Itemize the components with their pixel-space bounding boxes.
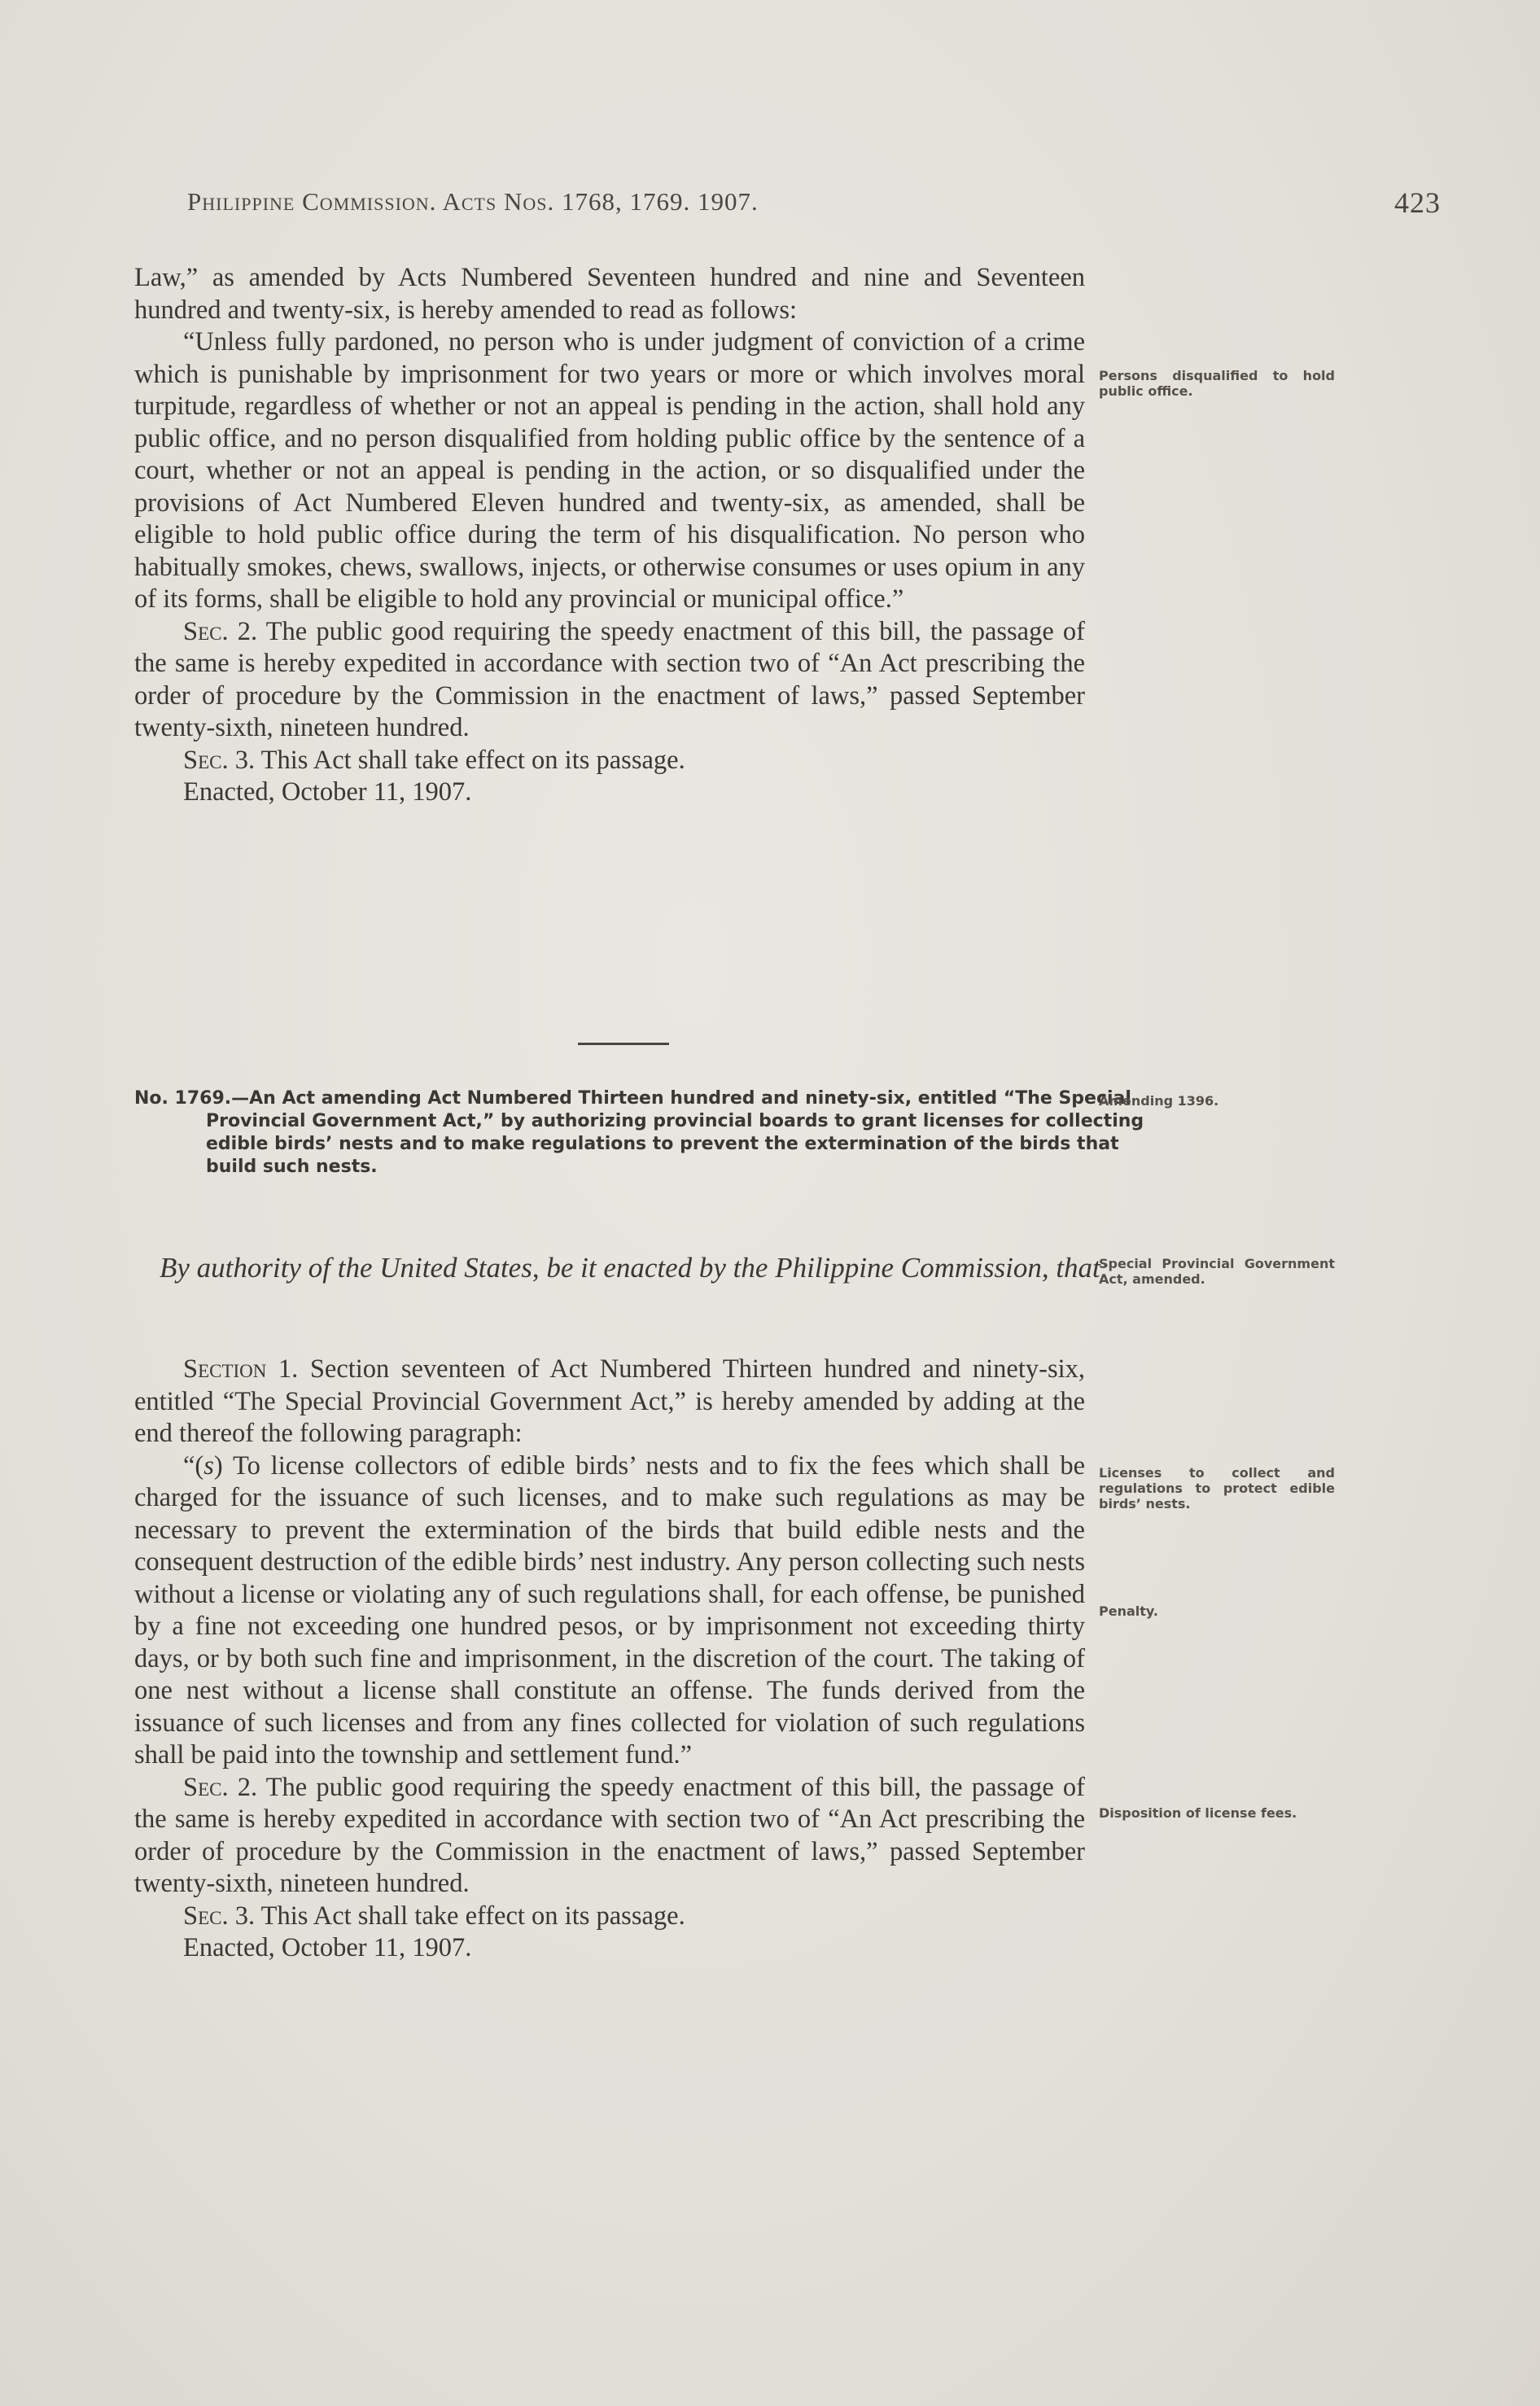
paragraph-text: To license collectors of edible birds’ nests and to fix the fees which shall be charged for the issuance of such licenses, and to make such regulations as may be necessary to prevent the extermination of the birds that build edible nests and the consequent destruction of the edible birds’ nest industry. Any person collecting such nests without a license or violating any of such regulations shall, for each offense, be punished by a fine not exceeding one hundred pesos, or by imprisonment not exceeding thirty days, or by both such fine and imprisonment, in the discretion of the court. The taking of one nest without a license shall constitute an offense. The funds derived from the issuance of such licenses and from any fines collected for violation of such regulations shall be paid into the township and settlement fund.” [134,1450,1085,1770]
section-text: This Act shall take effect on its passage. [260,1901,685,1931]
act-1769-paragraph-s [134,1450,1085,1772]
section-divider [578,1043,669,1045]
act-1768-enacted-date: Enacted, October 11, 1907. [183,777,472,807]
act-1768-section-2 [134,616,1085,745]
section-text: Section seventeen of Act Numbered Thirteen hundred and ninety-six, entitled “The Special Provincial Government Act,” is hereby amended by adding at the end thereof the following paragraph: [134,1354,1085,1448]
section-text: The public good requiring the speedy enactment of this bill, the passage of the same is hereby expedited in accordance with section two of “An Act prescribing the order of procedure by the Commission in the enactment of laws,” passed September twenty-sixth, nineteen hundred. [134,616,1085,742]
act-1769-enacted-date: Enacted, October 11, 1907. [183,1933,472,1962]
act-1768-amended-text: “Unless fully pardoned, no person who is under judgment of conviction of a crime which is punishable by imprisonment for two years or more or which involves moral turpitude, regardless of whether or not an appeal is pending in the action, shall hold any public office, and no person disqualified from holding public office by the sentence of a court, whether or not an appeal is pending in the action, or so disqualified under the provisions of Act Numbered Eleven hundred and twenty-six, as amended, shall be eligible to hold public office during the term of his disqualification. No person who habitually smokes, chews, swallows, injects, or otherwise consumes or uses opium in any of its forms, shall be eligible to hold any provincial or municipal office.” [134,327,1085,614]
act-1769-heading: No. 1769.—An Act amending Act Numbered Thirteen hundred and ninety-six, entitled “The Special Provincial Government Act,” by authorizing provincial boards to grant licenses for collecting edible birds’ nests and to make regulations to prevent the extermination of the birds that build such nests. [134,1088,1144,1177]
margin-note-special-provincial: Special Provincial Government Act, amended. [1099,1256,1335,1287]
act-1768-section-3 [134,745,1085,777]
margin-note-persons-disqualified: Persons disqualified to hold public office. [1099,368,1335,399]
paragraph-letter: s [203,1450,214,1481]
margin-note-amending: Amending 1396. [1099,1093,1219,1109]
running-title: Philippine Commission. Acts Nos. 1768, 1769. 1907. [187,187,759,216]
margin-note-disposition: Disposition of license fees. [1099,1805,1297,1821]
section-label: Sec. 3. [183,745,256,775]
act-1769-section-3 [134,1901,1085,1933]
enacting-clause: By authority of the United States, be it enacted by the Philippine Commission, that: [160,1252,1110,1284]
section-text: This Act shall take effect on its passage. [260,745,685,775]
section-text: The public good requiring the speedy enactment of this bill, the passage of the same is hereby expedited in accordance with section two of “An Act prescribing the order of procedure by the Commission in the enactment of laws,” passed September twenty-sixth, nineteen hundred. [134,1772,1085,1898]
page-header [187,181,1441,230]
margin-note-licenses: Licenses to collect and regulations to protect edible birds’ nests. [1099,1465,1335,1511]
act-1769-section-2 [134,1772,1085,1901]
paragraph-open: “( [183,1450,204,1481]
act-1769-section-1 [134,1354,1085,1450]
act-1768-amendment-intro: Law,” as amended by Acts Numbered Seventeen hundred and nine and Seventeen hundred and twenty-six, is hereby amended to read as follows: [134,263,1085,325]
section-label: Sec. 2. [183,616,258,646]
act-1769-text [134,1354,1085,1965]
section-label: Section 1. [183,1354,299,1384]
act-1768-text [134,262,1085,809]
margin-note-penalty: Penalty. [1099,1603,1158,1619]
section-label: Sec. 3. [183,1901,256,1931]
page-number: 423 [1394,186,1441,219]
paragraph-close: ) [213,1450,223,1481]
section-label: Sec. 2. [183,1772,258,1802]
